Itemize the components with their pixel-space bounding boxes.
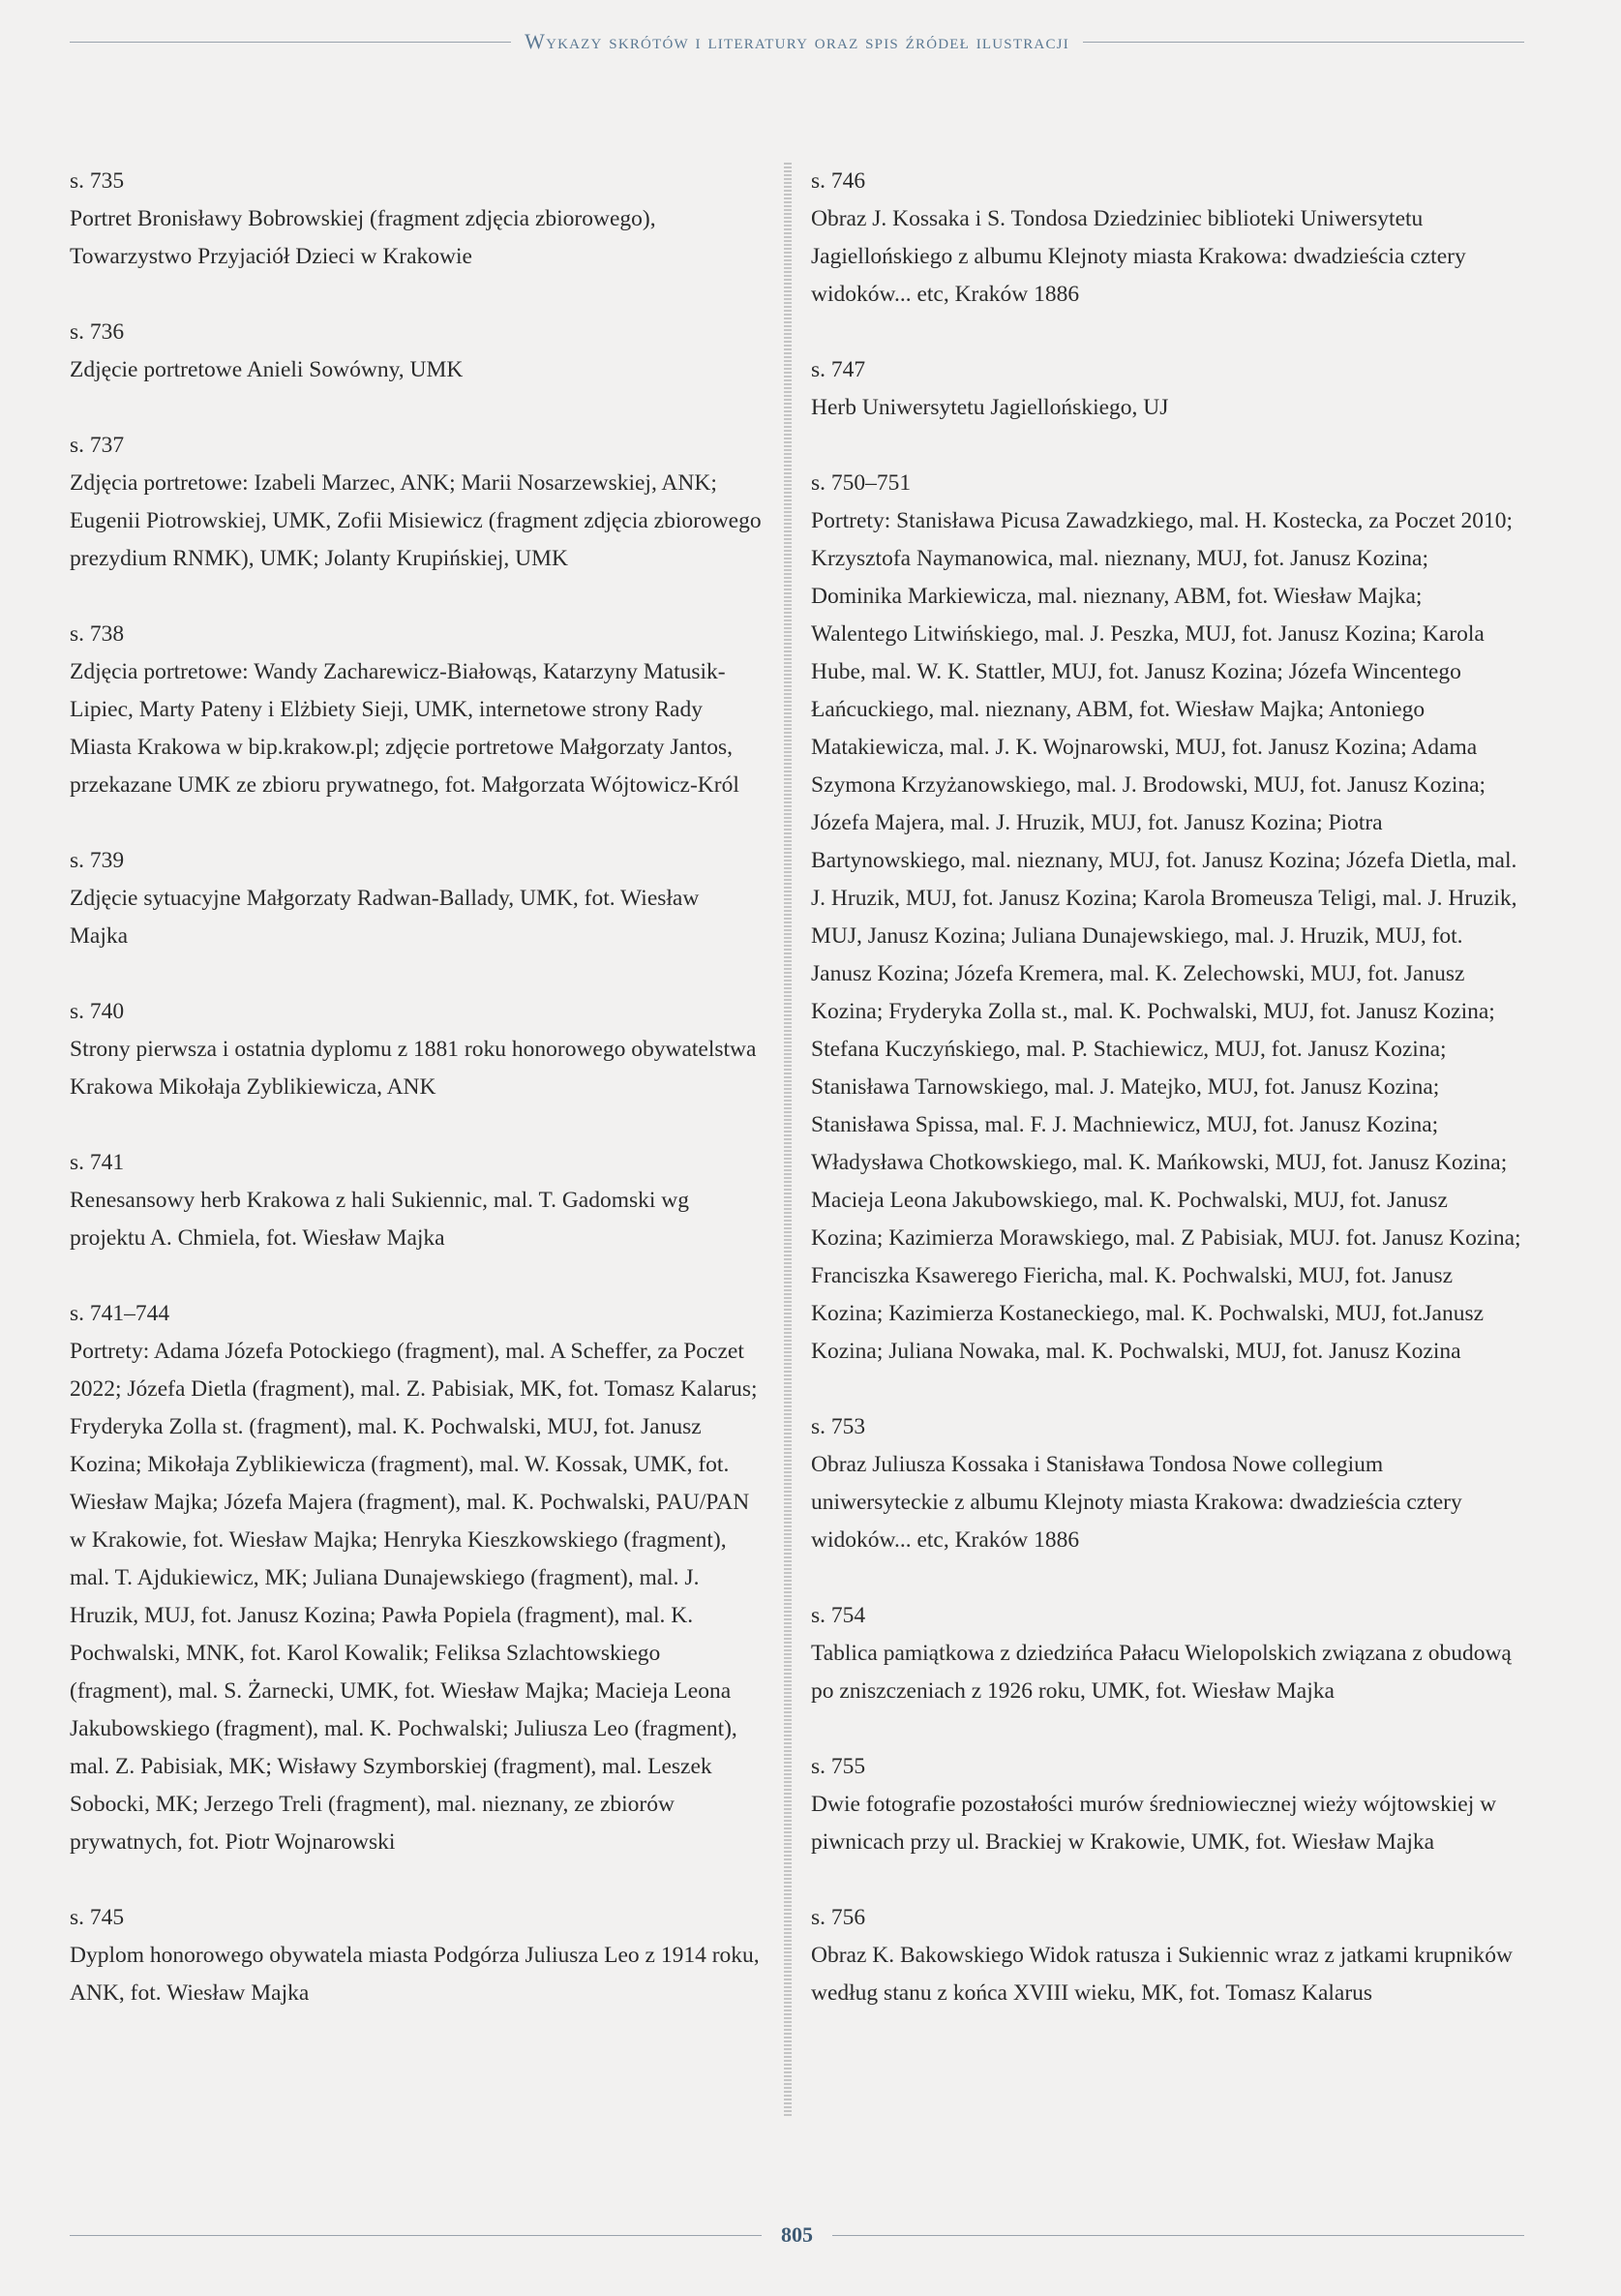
source-entry: [811, 1899, 1522, 2012]
running-header: [70, 29, 1524, 54]
entry-description: Zdjęcia portretowe: Izabeli Marzec, ANK; Marii Nosarzewskiej, ANK; Eugenii Piotrowskiej, UMK, Zofii Misiewicz (fragment zdjęcia zbiorowego prezydium RNMK), UMK; Jolanty Krupińskiej, UMK: [70, 470, 762, 571]
entry-description: Renesansowy herb Krakowa z hali Sukiennic, mal. T. Gadomski wg projektu A. Chmiela, fot. Wiesław Majka: [70, 1188, 690, 1251]
entry-page-ref: s. 741: [70, 1150, 125, 1175]
entry-page-ref: s. 738: [70, 621, 125, 647]
entry-description: Portrety: Adama Józefa Potockiego (fragment), mal. A Scheffer, za Poczet 2022; Józefa Dietla (fragment), mal. Z. Pabisiak, MK, fot. Tomasz Kalarus; Fryderyka Zolla st. (fragment), mal. K. Pochwalski, MUJ, fot. Janusz Kozina; Mikołaja Zyblikiewicza (fragment), mal. W. Kossak, UMK, fot. Wiesław Majka; Józefa Majera (fragment), mal. K. Pochwalski, PAU/PAN w Krakowie, fot. Wiesław Majka; Henryka Kieszkowskiego (fragment), mal. T. Ajdukiewicz, MK; Juliana Dunajewskiego (fragment), mal. J. Hruzik, MUJ, fot. Janusz Kozina; Pawła Popiela (fragment), mal. K. Pochwalski, MNK, fot. Karol Kowalik; Feliksa Szlachtowskiego (fragment), mal. S. Żarnecki, UMK, fot. Wiesław Majka; Macieja Leona Jakubowskiego (fragment), mal. K. Pochwalski; Juliusza Leo (fragment), mal. Z. Pabisiak, MK; Wisławy Szymborskiej (fragment), mal. Leszek Sobocki, MK; Jerzego Treli (fragment), mal. nieznany, ze zbiorów prywatnych, fot. Piotr Wojnarowski: [70, 1339, 758, 1855]
entry-page-ref: s. 754: [811, 1603, 866, 1628]
entry-page-ref: s. 741–744: [70, 1301, 170, 1326]
source-entry: [70, 616, 763, 804]
entry-page-ref: s. 740: [70, 999, 125, 1024]
page-footer: [70, 2222, 1524, 2248]
source-entry: [70, 427, 763, 578]
source-entry: [70, 1899, 763, 2012]
entry-description: Zdjęcia portretowe: Wandy Zacharewicz-Białowąs, Katarzyny Matusik-Lipiec, Marty Pateny i Elżbiety Sieji, UMK, internetowe strony Rady Miasta Krakowa w bip.krakow.pl; zdjęcie portretowe Małgorzaty Jantos, przekazane UMK ze zbioru prywatnego, fot. Małgorzata Wójtowicz-Król: [70, 659, 739, 798]
right-column: [811, 163, 1522, 2050]
entry-description: Zdjęcie sytuacyjne Małgorzaty Radwan-Ballady, UMK, fot. Wiesław Majka: [70, 886, 700, 949]
entry-description: Herb Uniwersytetu Jagiellońskiego, UJ: [811, 395, 1169, 420]
entry-description: Portrety: Stanisława Picusa Zawadzkiego, mal. H. Kostecka, za Poczet 2010; Krzysztofa Naymanowica, mal. nieznany, MUJ, fot. Janusz Kozina; Dominika Markiewicza, mal. nieznany, ABM, fot. Wiesław Majka; Walentego Litwińskiego, mal. J. Peszka, MUJ, fot. Janusz Kozina; Karola Hube, mal. W. K. Stattler, MUJ, fot. Janusz Kozina; Józefa Wincentego Łańcuckiego, mal. nieznany, ABM, fot. Wiesław Majka; Antoniego Matakiewicza, mal. J. K. Wojnarowski, MUJ, fot. Janusz Kozina; Adama Szymona Krzyżanowskiego, mal. J. Brodowski, MUJ, fot. Janusz Kozina; Józefa Majera, mal. J. Hruzik, MUJ, fot. Janusz Kozina; Piotra Bartynowskiego, mal. nieznany, MUJ, fot. Janusz Kozina; Józefa Dietla, mal. J. Hruzik, MUJ, fot. Janusz Kozina; Karola Bromeusza Teligi, mal. J. Hruzik, MUJ, Janusz Kozina; Juliana Dunajewskiego, mal. J. Hruzik, MUJ, fot. Janusz Kozina; Józefa Kremera, mal. K. Zelechowski, MUJ, fot. Janusz Kozina; Fryderyka Zolla st., mal. K. Pochwalski, MUJ, fot. Janusz Kozina; Stefana Kuczyńskiego, mal. P. Stachiewicz, MUJ, fot. Janusz Kozina; Stanisława Tarnowskiego, mal. J. Matejko, MUJ, fot. Janusz Kozina; Stanisława Spissa, mal. F. J. Machniewicz, MUJ, fot. Janusz Kozina; Władysława Chotkowskiego, mal. K. Mańkowski, MUJ, fot. Janusz Kozina; Macieja Leona Jakubowskiego, mal. K. Pochwalski, MUJ, fot. Janusz Kozina; Kazimierza Morawskiego, mal. Z Pabisiak, MUJ. fot. Janusz Kozina; Franciszka Ksawerego Fiericha, mal. K. Pochwalski, MUJ, fot. Janusz Kozina; Kazimierza Kostaneckiego, mal. K. Pochwalski, MUJ, fot.Janusz Kozina; Juliana Nowaka, mal. K. Pochwalski, MUJ, fot. Janusz Kozina: [811, 508, 1521, 1364]
source-entry: [70, 1144, 763, 1257]
entry-description: Obraz J. Kossaka i S. Tondosa Dziedziniec biblioteki Uniwersytetu Jagiellońskiego z albumu Klejnoty miasta Krakowa: dwadzieścia cztery widoków... etc, Kraków 1886: [811, 206, 1466, 307]
source-entry: [811, 465, 1522, 1371]
entry-description: Strony pierwsza i ostatnia dyplomu z 1881 roku honorowego obywatelstwa Krakowa Mikołaja Zyblikiewicza, ANK: [70, 1037, 757, 1100]
entry-page-ref: s. 737: [70, 433, 125, 458]
source-entry: [70, 314, 763, 389]
entry-description: Portret Bronisławy Bobrowskiej (fragment zdjęcia zbiorowego), Towarzystwo Przyjaciół Dzieci w Krakowie: [70, 206, 656, 269]
entry-description: Dyplom honorowego obywatela miasta Podgórza Juliusza Leo z 1914 roku, ANK, fot. Wiesław Majka: [70, 1943, 760, 2006]
column-divider: [784, 163, 792, 2118]
footer-rule-left: [70, 2235, 762, 2236]
entry-description: Obraz Juliusza Kossaka i Stanisława Tondosa Nowe collegium uniwersyteckie z albumu Klejnoty miasta Krakowa: dwadzieścia cztery widoków... etc, Kraków 1886: [811, 1452, 1462, 1553]
entry-description: Dwie fotografie pozostałości murów średniowiecznej wieży wójtowskiej w piwnicach przy ul. Brackiej w Krakowie, UMK, fot. Wiesław Majka: [811, 1792, 1497, 1855]
source-entry: [70, 993, 763, 1106]
source-entry: [70, 163, 763, 276]
footer-rule-right: [832, 2235, 1524, 2236]
source-entry: [811, 163, 1522, 314]
source-entry: [70, 1295, 763, 1861]
source-entry: [70, 842, 763, 955]
source-entry: [811, 351, 1522, 427]
header-rule-left: [70, 42, 511, 43]
entry-description: Zdjęcie portretowe Anieli Sowówny, UMK: [70, 357, 464, 382]
page-number: 805: [781, 2222, 813, 2247]
entry-page-ref: s. 746: [811, 168, 866, 194]
source-entry: [811, 1597, 1522, 1710]
source-entry: [811, 1748, 1522, 1861]
source-entry: [811, 1408, 1522, 1559]
entry-page-ref: s. 750–751: [811, 470, 912, 496]
entry-description: Tablica pamiątkowa z dziedzińca Pałacu Wielopolskich związana z obudową po zniszczeniach z 1926 roku, UMK, fot. Wiesław Majka: [811, 1641, 1512, 1704]
entry-page-ref: s. 745: [70, 1905, 125, 1930]
entry-page-ref: s. 736: [70, 319, 125, 345]
entry-page-ref: s. 747: [811, 357, 866, 382]
entry-page-ref: s. 739: [70, 848, 125, 873]
entry-page-ref: s. 755: [811, 1754, 866, 1779]
header-rule-right: [1083, 42, 1524, 43]
entry-page-ref: s. 753: [811, 1414, 866, 1439]
running-header-title: Wykazy skrótów i literatury oraz spis źródeł ilustracji: [525, 29, 1069, 53]
entry-page-ref: s. 735: [70, 168, 125, 194]
entry-page-ref: s. 756: [811, 1905, 866, 1930]
entry-description: Obraz K. Bakowskiego Widok ratusza i Sukiennic wraz z jatkami krupników według stanu z końca XVIII wieku, MK, fot. Tomasz Kalarus: [811, 1943, 1513, 2006]
left-column: [70, 163, 763, 2050]
